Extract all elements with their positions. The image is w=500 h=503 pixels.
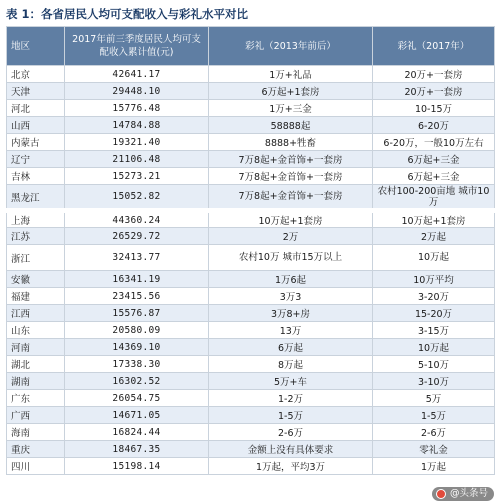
cell-bride-price-2013: 10万起+1套房 (209, 211, 373, 228)
cell-region: 浙江 (7, 245, 65, 271)
table-row (7, 83, 495, 100)
header-bride-price-2017: 彩礼（2017年） (373, 27, 495, 66)
cell-region: 山东 (7, 322, 65, 339)
cell-income: 21106.48 (65, 151, 209, 168)
table-row (7, 356, 495, 373)
cell-bride-price-2013: 1万起，平均3万 (209, 458, 373, 475)
cell-bride-price-2013: 8万起 (209, 356, 373, 373)
cell-region: 广西 (7, 407, 65, 424)
cell-bride-price-2017: 10万起+1套房 (373, 211, 495, 228)
cell-region: 四川 (7, 458, 65, 475)
cell-region: 内蒙古 (7, 134, 65, 151)
table-row (7, 228, 495, 245)
table-row (7, 390, 495, 407)
cell-income: 15776.48 (65, 100, 209, 117)
cell-bride-price-2017: 10万起 (373, 339, 495, 356)
cell-income: 23415.56 (65, 288, 209, 305)
cell-bride-price-2013: 3万8+房 (209, 305, 373, 322)
table-row (7, 407, 495, 424)
table-row (7, 322, 495, 339)
watermark (432, 487, 494, 501)
cell-bride-price-2013: 1万+三金 (209, 100, 373, 117)
cell-region: 天津 (7, 83, 65, 100)
cell-bride-price-2017: 3-10万 (373, 373, 495, 390)
cell-bride-price-2013: 3万3 (209, 288, 373, 305)
cell-bride-price-2013: 7万8起+金首饰+一套房 (209, 168, 373, 185)
cell-income: 14369.10 (65, 339, 209, 356)
cell-bride-price-2013: 2-6万 (209, 424, 373, 441)
table-body (7, 66, 495, 475)
cell-bride-price-2013: 6万起 (209, 339, 373, 356)
header-bride-price-2013: 彩礼（2013年前后） (209, 27, 373, 66)
cell-region: 河北 (7, 100, 65, 117)
cell-bride-price-2017: 20万+一套房 (373, 66, 495, 83)
cell-region: 安徽 (7, 271, 65, 288)
cell-bride-price-2017: 2万起 (373, 228, 495, 245)
cell-region: 广东 (7, 390, 65, 407)
cell-bride-price-2013: 6万起+1套房 (209, 83, 373, 100)
cell-bride-price-2017: 3-20万 (373, 288, 495, 305)
cell-bride-price-2017: 3-15万 (373, 322, 495, 339)
header-income: 2017年前三季度居民人均可支配收入累计值(元) (65, 27, 209, 66)
cell-income: 29448.10 (65, 83, 209, 100)
table-row (7, 100, 495, 117)
cell-bride-price-2013: 1-2万 (209, 390, 373, 407)
cell-income: 16824.44 (65, 424, 209, 441)
table-row (7, 424, 495, 441)
cell-region: 山西 (7, 117, 65, 134)
cell-bride-price-2017: 零礼金 (373, 441, 495, 458)
cell-region: 吉林 (7, 168, 65, 185)
table-row (7, 441, 495, 458)
cell-region: 辽宁 (7, 151, 65, 168)
table-row (7, 245, 495, 271)
table-row (7, 117, 495, 134)
table-row (7, 271, 495, 288)
cell-bride-price-2017: 20万+一套房 (373, 83, 495, 100)
table-row (7, 458, 495, 475)
header-region: 地区 (7, 27, 65, 66)
watermark-text: @头条号 (449, 488, 488, 499)
cell-region: 北京 (7, 66, 65, 83)
cell-income: 15273.21 (65, 168, 209, 185)
cell-region: 重庆 (7, 441, 65, 458)
cell-income: 26529.72 (65, 228, 209, 245)
cell-bride-price-2017: 5万 (373, 390, 495, 407)
cell-bride-price-2017: 农村100-200亩地 城市10万 (373, 185, 495, 211)
cell-bride-price-2017: 10-15万 (373, 100, 495, 117)
cell-bride-price-2013: 1-5万 (209, 407, 373, 424)
cell-bride-price-2017: 1万起 (373, 458, 495, 475)
bride-price-table (6, 26, 495, 475)
cell-income: 42641.17 (65, 66, 209, 83)
header-row (7, 27, 495, 66)
table-row (7, 151, 495, 168)
cell-income: 15052.82 (65, 185, 209, 211)
table-title: 表 1：各省居民人均可支配收入与彩礼水平对比 (6, 7, 249, 21)
cell-income: 44360.24 (65, 211, 209, 228)
cell-bride-price-2013: 农村10万 城市15万以上 (209, 245, 373, 271)
table-header (7, 27, 495, 66)
cell-bride-price-2013: 5万+车 (209, 373, 373, 390)
cell-bride-price-2017: 5-10万 (373, 356, 495, 373)
cell-bride-price-2013: 7万8起+金首饰+一套房 (209, 151, 373, 168)
cell-income: 14671.05 (65, 407, 209, 424)
cell-income: 14784.88 (65, 117, 209, 134)
cell-bride-price-2017: 6-20万，一般10万左右 (373, 134, 495, 151)
cell-region: 河南 (7, 339, 65, 356)
cell-bride-price-2013: 8888+牲畜 (209, 134, 373, 151)
cell-income: 20580.09 (65, 322, 209, 339)
table-row (7, 339, 495, 356)
cell-income: 18467.35 (65, 441, 209, 458)
table-row (7, 66, 495, 83)
cell-income: 15576.87 (65, 305, 209, 322)
cell-bride-price-2017: 6-20万 (373, 117, 495, 134)
cell-bride-price-2013: 2万 (209, 228, 373, 245)
cell-region: 福建 (7, 288, 65, 305)
cell-income: 16302.52 (65, 373, 209, 390)
table-row (7, 185, 495, 211)
cell-region: 黑龙江 (7, 185, 65, 211)
cell-bride-price-2017: 6万起+三金 (373, 168, 495, 185)
table-row (7, 305, 495, 322)
cell-region: 上海 (7, 211, 65, 228)
cell-region: 湖北 (7, 356, 65, 373)
cell-region: 湖南 (7, 373, 65, 390)
table-row (7, 373, 495, 390)
cell-region: 海南 (7, 424, 65, 441)
cell-bride-price-2017: 10万起 (373, 245, 495, 271)
cell-bride-price-2017: 6万起+三金 (373, 151, 495, 168)
cell-bride-price-2017: 2-6万 (373, 424, 495, 441)
table-row (7, 211, 495, 228)
cell-bride-price-2017: 10万平均 (373, 271, 495, 288)
cell-bride-price-2017: 1-5万 (373, 407, 495, 424)
table-row (7, 134, 495, 151)
table-row (7, 288, 495, 305)
cell-bride-price-2013: 1万+礼品 (209, 66, 373, 83)
table-row (7, 168, 495, 185)
weibo-logo-icon (436, 489, 446, 499)
cell-income: 26054.75 (65, 390, 209, 407)
cell-bride-price-2017: 15-20万 (373, 305, 495, 322)
cell-income: 32413.77 (65, 245, 209, 271)
cell-income: 16341.19 (65, 271, 209, 288)
cell-bride-price-2013: 7万8起+金首饰+一套房 (209, 185, 373, 211)
cell-bride-price-2013: 1万6起 (209, 271, 373, 288)
cell-bride-price-2013: 13万 (209, 322, 373, 339)
cell-bride-price-2013: 58888起 (209, 117, 373, 134)
cell-region: 江苏 (7, 228, 65, 245)
cell-income: 19321.40 (65, 134, 209, 151)
cell-income: 17338.30 (65, 356, 209, 373)
cell-region: 江西 (7, 305, 65, 322)
cell-bride-price-2013: 金额上没有具体要求 (209, 441, 373, 458)
cell-income: 15198.14 (65, 458, 209, 475)
